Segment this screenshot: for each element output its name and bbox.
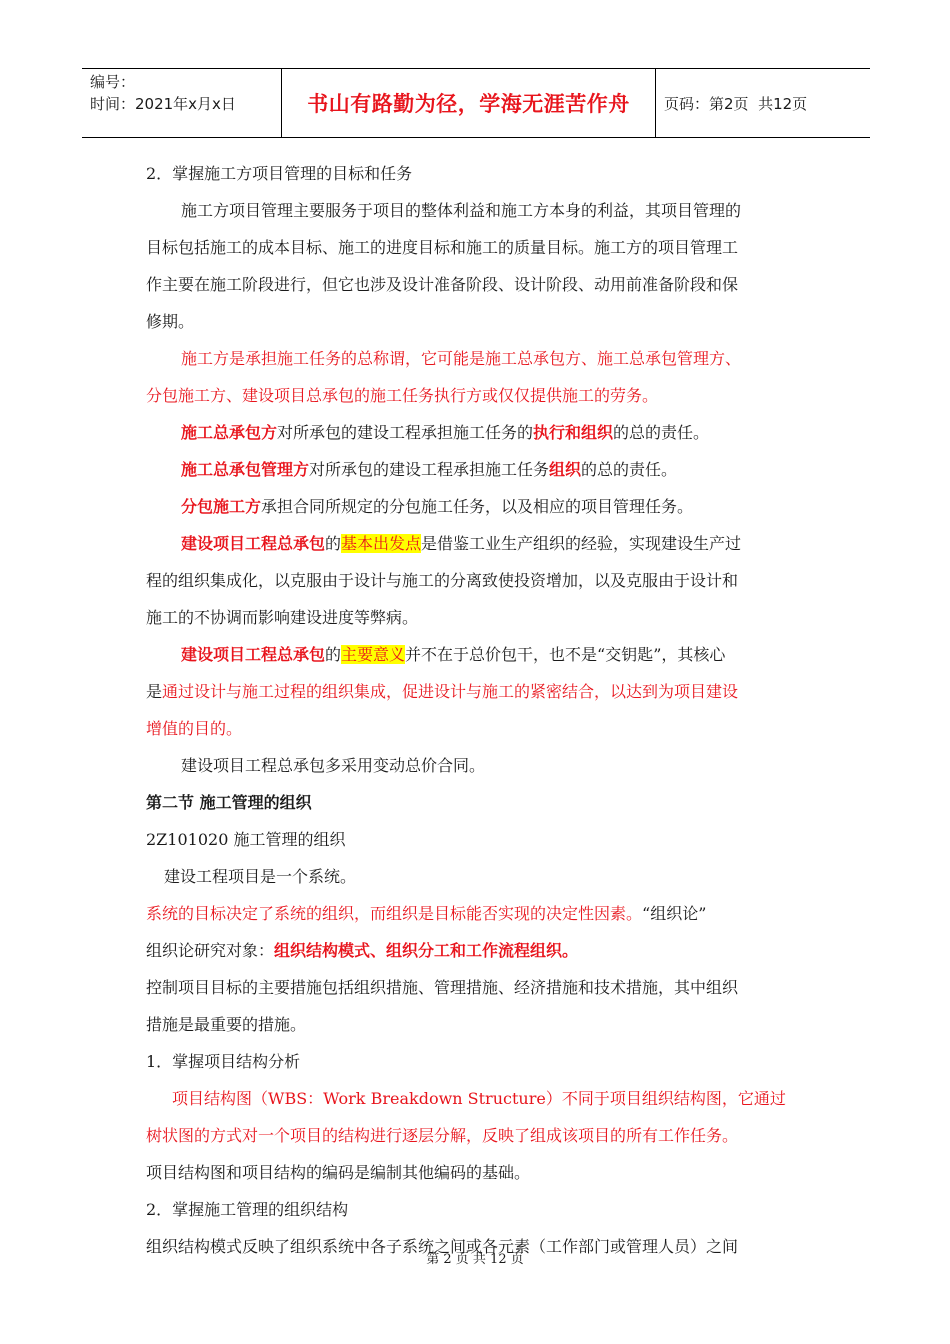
paragraph: [146, 414, 798, 451]
header-motto: 书山有路勤为径，学海无涯苦作舟: [282, 69, 656, 137]
paragraph-line: 程的组织集成化，以克服由于设计与施工的分离致使投资增加，以及克服由于设计和: [146, 571, 739, 590]
text: 承担合同所规定的分包施工任务，以及相应的项目管理任务。: [261, 497, 694, 516]
page-footer: 第 2 页 共 12 页: [426, 1252, 524, 1267]
term: 分包施工方: [181, 497, 262, 516]
paragraph: [146, 932, 798, 969]
highlighted-term: 主要意义: [341, 645, 406, 664]
paragraph-line: [146, 673, 798, 710]
paragraph: 建设工程项目是一个系统。: [164, 867, 357, 886]
subsection-heading: 2．掌握施工管理的组织结构: [146, 1200, 349, 1219]
text: 是借鉴工业生产组织的经验，实现建设生产过: [421, 534, 742, 553]
document-body: [146, 155, 798, 1265]
text: 的总的责任。: [613, 423, 710, 442]
text: 是: [146, 682, 163, 701]
paragraph: 组织结构模式反映了组织系统中各子系统之间或各元素（工作部门或管理人员）之间: [146, 1237, 739, 1256]
text: 的: [325, 645, 342, 664]
text: 对所承包的建设工程承担施工任务: [309, 460, 550, 479]
term: 施工总承包方: [181, 423, 278, 442]
term: 建设项目工程总承包: [181, 534, 326, 553]
text: 的总的责任。: [581, 460, 678, 479]
red-text: 通过设计与施工过程的组织集成，促进设计与施工的紧密结合，以达到为项目建设: [162, 682, 739, 701]
term: 组织: [549, 460, 582, 479]
paragraph-line: 增值的目的。: [146, 719, 243, 738]
section-code: 2Z101020 施工管理的组织: [146, 830, 346, 849]
text: 组织论研究对象：: [146, 941, 275, 960]
paragraph-line: 施工方项目管理主要服务于项目的整体利益和施工方本身的利益，其项目管理的: [181, 201, 742, 220]
paragraph-line: 施工方是承担施工任务的总称谓，它可能是施工总承包方、施工总承包管理方、: [181, 349, 742, 368]
paragraph: 2．掌握施工方项目管理的目标和任务: [146, 164, 413, 183]
paragraph-line: 作主要在施工阶段进行，但它也涉及设计准备阶段、设计阶段、动用前准备阶段和保: [146, 275, 739, 294]
term: 组织结构模式、组织分工和工作流程组织。: [274, 941, 579, 960]
term: 施工总承包管理方: [181, 460, 310, 479]
text: 对所承包的建设工程承担施工任务的: [277, 423, 534, 442]
paragraph-line: 项目结构图（WBS：Work Breakdown Structure）不同于项目组织结构图，它通过: [172, 1089, 786, 1108]
paragraph-line: 树状图的方式对一个项目的结构进行逐层分解，反映了组成该项目的所有工作任务。: [146, 1126, 739, 1145]
red-text: 系统的目标决定了系统的组织，而组织是目标能否实现的决定性因素。: [146, 904, 643, 923]
section-heading: 第二节 施工管理的组织: [146, 793, 312, 812]
subsection-heading: 1．掌握项目结构分析: [146, 1052, 301, 1071]
paragraph: 项目结构图和项目结构的编码是编制其他编码的基础。: [146, 1163, 531, 1182]
term: 执行和组织: [533, 423, 614, 442]
paragraph-line: [146, 525, 798, 562]
paragraph: 建设项目工程总承包多采用变动总价合同。: [181, 756, 486, 775]
paragraph-line: 分包施工方、建设项目总承包的施工任务执行方或仅仅提供施工的劳务。: [146, 386, 659, 405]
page-header: [82, 68, 870, 138]
paragraph: [146, 451, 798, 488]
paragraph-line: 目标包括施工的成本目标、施工的进度目标和施工的质量目标。施工方的项目管理工: [146, 238, 739, 257]
paragraph: [146, 488, 798, 525]
paragraph-line: 措施是最重要的措施。: [146, 1015, 307, 1034]
paragraph-line: 控制项目目标的主要措施包括组织措施、管理措施、经济措施和技术措施，其中组织: [146, 978, 739, 997]
paragraph: [146, 895, 798, 932]
term: 建设项目工程总承包: [181, 645, 326, 664]
highlighted-term: 基本出发点: [341, 534, 422, 553]
number-label: 编号：: [90, 73, 136, 91]
text: 并不在于总价包干，也不是“交钥匙”，其核心: [405, 645, 726, 664]
header-page-info: 页码：第2页 共12页: [664, 94, 808, 113]
time-label: 时间：2021年x月x日: [90, 95, 236, 113]
text: “组织论”: [642, 904, 707, 923]
paragraph-line: 修期。: [146, 312, 195, 331]
paragraph-line: [146, 636, 798, 673]
header-meta: [82, 69, 282, 137]
paragraph-line: 施工的不协调而影响建设进度等弊病。: [146, 608, 419, 627]
text: 的: [325, 534, 342, 553]
